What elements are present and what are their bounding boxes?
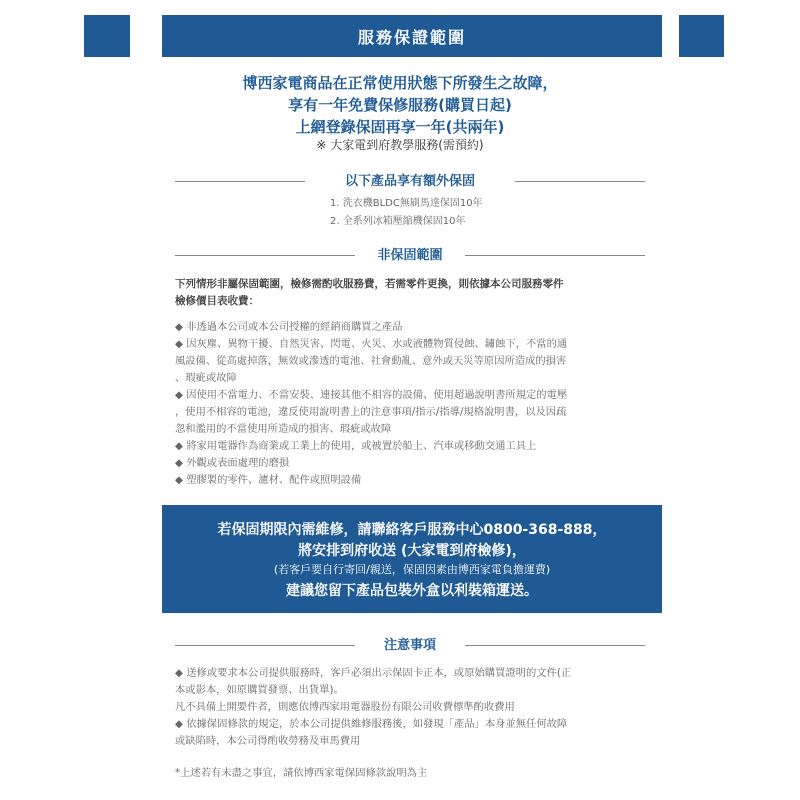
intro-line-3: 上網登錄保固再享一年(共兩年)	[295, 118, 505, 136]
non-warranty-line: ◆ 非透過本公司或本公司授權的經銷商購買之產品	[175, 321, 403, 333]
service-contact-box	[162, 505, 662, 613]
intro-line-4: ※ 大家電到府教學服務(需預約)	[316, 138, 484, 152]
non-warranty-intro-1: 下列情形非屬保固範圍，檢修需酌收服務費，若需零件更換，則依據本公司服務零件	[175, 278, 564, 290]
non-warranty-line: ，使用不相容的電池，違反使用說明書上的注意事項/指示/指導/規格說明書，以及因疏	[175, 406, 567, 418]
header-right-block	[679, 15, 724, 57]
notes-line: 或缺陷時，本公司得酌收勞務及車馬費用	[175, 735, 361, 747]
non-warranty-line: ◆ 將家用電器作為商業或工業上的使用，或被置於船上、汽車或移動交通工具上	[175, 440, 537, 452]
intro-line-2: 享有一年免費保修服務(購買日起)	[288, 96, 512, 114]
page-title-text: 服務保證範圍	[357, 27, 466, 47]
extra-warranty-header	[175, 172, 645, 192]
header-left-block	[84, 15, 130, 57]
service-line-1: 若保固期限內需維修，請聯絡客戶服務中心0800-368-888，	[217, 522, 607, 538]
non-warranty-heading: 非保固範圍	[377, 248, 443, 263]
notes-line: ◆ 依據保固條款的規定，於本公司提供維修服務後，如發現「產品」本身並無任何故障	[175, 718, 568, 730]
notes-heading: 注意事項	[383, 638, 436, 653]
non-warranty-header	[175, 246, 645, 266]
notes-footnote: *上述若有未盡之事宜，請依博西家電保固條款說明為主	[175, 767, 428, 779]
service-line-3: (若客戶要自行寄回/親送，保固因素由博西家電負擔運費)	[273, 563, 551, 576]
non-warranty-line: ◆ 因灰塵、異物干擾、自然災害、閃電、火災、水或液體物質侵蝕、鏽蝕下，不當的通	[175, 338, 568, 350]
non-warranty-intro-2: 檢修價目表收費：	[175, 295, 259, 307]
notes-header	[175, 636, 645, 656]
extra-warranty-item: 2. 全系列冰箱壓縮機保固10年	[330, 216, 466, 227]
page-title	[162, 15, 662, 57]
non-warranty-line: 忽和濫用的不當使用所造成的損害、瑕疵或故障	[175, 423, 392, 435]
notes-line: ◆ 送修或要求本公司提供服務時，客戶必須出示保固卡正本，或原始購買證明的文件(正	[175, 667, 572, 679]
extra-warranty-item: 1. 洗衣機BLDC無刷馬達保固10年	[330, 198, 483, 209]
non-warranty-line: 、瑕疵或故障	[175, 372, 237, 384]
service-line-4: 建議您留下產品包裝外盒以利裝箱運送。	[286, 583, 538, 599]
notes-line: 本或影本，如原購買發票、出貨單)。	[175, 684, 344, 696]
non-warranty-line: 風設備、從高處掉落，無效或滲透的電池、社會動亂、意外或天災等原因所造成的損害	[175, 355, 567, 367]
service-line-2: 將安排到府收送 (大家電到府檢修)，	[298, 543, 526, 559]
non-warranty-line: ◆ 外觀或表面處理的磨損	[175, 457, 290, 469]
extra-warranty-heading: 以下產品享有額外保固	[344, 174, 475, 189]
non-warranty-line: ◆ 塑膠製的零件、濾材、配件或照明設備	[175, 474, 362, 486]
intro-line-1: 博西家電商品在正常使用狀態下所發生之故障，	[242, 74, 558, 92]
notes-line: 凡不具備上開要件者，則應依博西家用電器股份有限公司收費標準酌收費用	[175, 701, 515, 713]
non-warranty-line: ◆ 因使用不當電力、不當安裝、連接其他不相容的設備、使用超過說明書所規定的電壓	[175, 389, 568, 401]
